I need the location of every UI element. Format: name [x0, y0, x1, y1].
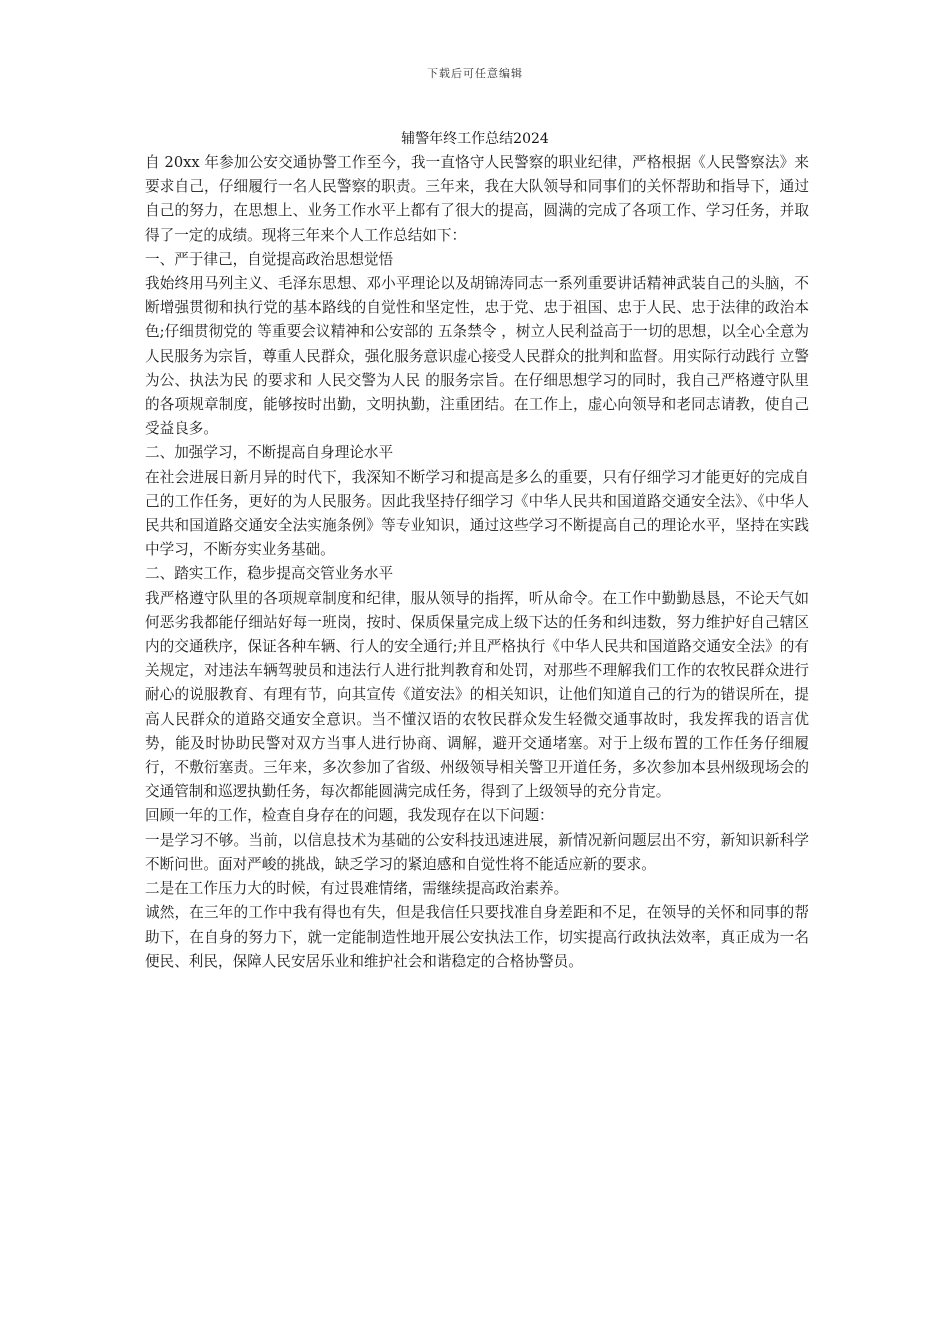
problem-1-paragraph: 一是学习不够。当前，以信息技术为基础的公安科技迅速进展，新情况新问题层出不穷，新知识新科学不断问世。面对严峻的挑战，缺乏学习的紧迫感和自觉性将不能适应新的要求。: [145, 831, 809, 873]
section-1-paragraph: 我始终用马列主义、毛泽东思想、邓小平理论以及胡锦涛同志一系列重要讲话精神武装自己的头脑，不断增强贯彻和执行党的基本路线的自觉性和坚定性，忠于党、忠于祖国、忠于人民、忠于法律的政治本色;仔细贯彻党的 等重要会议精神和公安部的 五条禁令 ，树立人民利益高于一切的思想，以全心全意为人民服务为宗旨，尊重人民群众，强化服务意识虚心接受人民群众的批判和监督。用实际行动践行 立警为公、执法为民 的要求和 人民交警为人民 的服务宗旨。在仔细思想学习的同时，我自己严格遵守队里的各项规章制度，能够按时出勤，文明执勤，注重团结。在工作上，虚心向领导和老同志请教，使自己受益良多。: [145, 275, 809, 438]
document-body: [145, 151, 809, 974]
section-heading-2: 二、加强学习，不断提高自身理论水平: [145, 444, 394, 462]
section-2-paragraph: 在社会进展日新月异的时代下，我深知不断学习和提高是多么的重要，只有仔细学习才能更好的完成自己的工作任务，更好的为人民服务。因此我坚持仔细学习《中华人民共和国道路交通安全法》、《中华人民共和国道路交通安全法实施条例》等专业知识，通过这些学习不断提高自己的理论水平，坚持在实践中学习，不断夯实业务基础。: [145, 468, 809, 559]
section-3-paragraph: 我严格遵守队里的各项规章制度和纪律，服从领导的指挥，听从命令。在工作中勤勤恳恳，不论天气如何恶劣我都能仔细站好每一班岗，按时、保质保量完成上级下达的任务和纠违数，努力维护好自己辖区内的交通秩序，保证各种车辆、行人的安全通行;并且严格执行《中华人民共和国道路交通安全法》的有关规定，对违法车辆驾驶员和违法行人进行批判教育和处罚，对那些不理解我们工作的农牧民群众进行耐心的说服教育、有理有节，向其宣传《道安法》的相关知识，让他们知道自己的行为的错误所在，提高人民群众的道路交通安全意识。当不懂汉语的农牧民群众发生轻微交通事故时，我发挥我的语言优势，能及时协助民警对双方当事人进行协商、调解，避开交通堵塞。对于上级布置的工作任务仔细履行，不敷衍塞责。三年来，多次参加了省级、州级领导相关警卫开道任务，多次参加本县州级现场会的交通管制和巡逻执勤任务，每次都能圆满完成任务，得到了上级领导的充分肯定。: [145, 589, 809, 801]
intro-paragraph: 自 20xx 年参加公安交通协警工作至今，我一直恪守人民警察的职业纪律，严格根据《人民警察法》来要求自己，仔细履行一名人民警察的职责。三年来，我在大队领导和同事们的关怀帮助和指导下，通过自己的努力，在思想上、业务工作水平上都有了很大的提高，圆满的完成了各项工作、学习任务，并取得了一定的成绩。现将三年来个人工作总结如下：: [145, 154, 809, 244]
document-title: 辅警年终工作总结2024: [401, 131, 549, 147]
conclusion-paragraph: 诚然，在三年的工作中我有得也有失，但是我信任只要找准自身差距和不足，在领导的关怀和同事的帮助下，在自身的努力下，就一定能制造性地开展公安执法工作，切实提高行政执法效率，真正成为一名便民、利民，保障人民安居乐业和维护社会和谐稳定的合格协警员。: [145, 904, 809, 970]
header-note: 下载后可任意编辑: [427, 67, 523, 80]
problem-2-paragraph: 二是在工作压力大的时候，有过畏难情绪，需继续提高政治素养。: [145, 880, 569, 898]
review-intro-paragraph: 回顾一年的工作，检查自身存在的问题，我发现存在以下问题：: [145, 807, 554, 825]
section-heading-3: 二、踏实工作，稳步提高交管业务水平: [145, 565, 394, 583]
section-heading-1: 一、严于律己，自觉提高政治思想觉悟: [145, 250, 394, 268]
